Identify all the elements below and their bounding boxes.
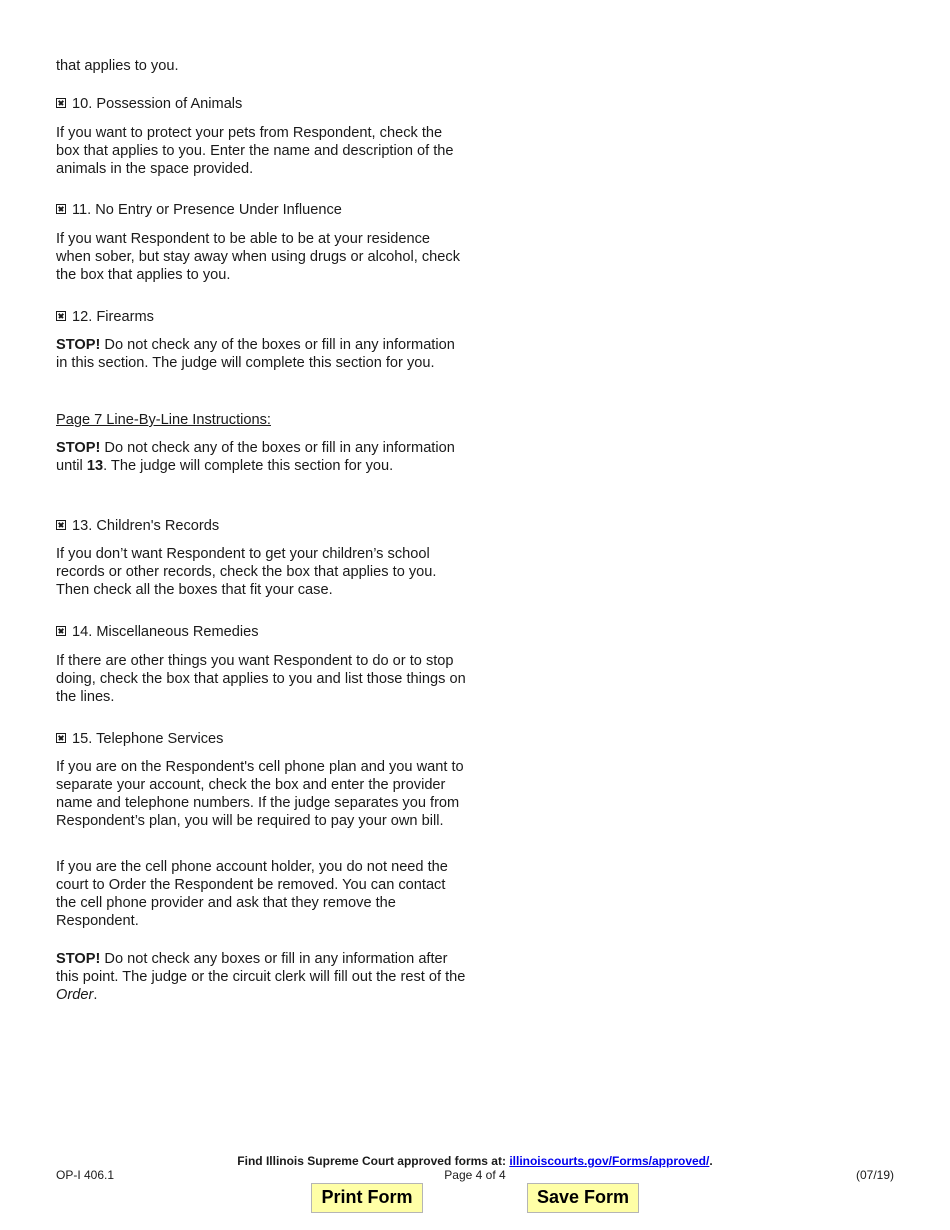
checked-box-icon <box>56 626 66 636</box>
forms-link[interactable]: illinoiscourts.gov/Forms/approved/ <box>509 1154 710 1168</box>
section-15-text-1: If you are on the Respondent's cell phone plan and you want to separate your account, check the box and enter the provider name and telephone numbers. If the judge separates you from Respondent’s plan, you will be required to pay your own bill. <box>56 759 464 829</box>
page-7-text: STOP! Do not check any of the boxes or fill in any information until 13. The judge will complete this section for you. <box>56 440 455 474</box>
section-10-heading: 10. Possession of Animals <box>56 95 242 113</box>
footer-find-forms: Find Illinois Supreme Court approved forms at: illinoiscourts.gov/Forms/approved/. <box>237 1154 713 1168</box>
checked-box-icon <box>56 311 66 321</box>
intro-tail: that applies to you. <box>56 58 179 74</box>
page-7-heading: Page 7 Line-By-Line Instructions: <box>56 412 271 428</box>
checked-box-icon <box>56 520 66 530</box>
section-14-heading: 14. Miscellaneous Remedies <box>56 623 259 641</box>
section-14-text: If there are other things you want Respondent to do or to stop doing, check the box that applies to you and list those things on the lines. <box>56 653 466 705</box>
checked-box-icon <box>56 204 66 214</box>
section-12-text: STOP! Do not check any of the boxes or fill in any information in this section. The judge will complete this section for you. <box>56 337 455 371</box>
section-15-heading: 15. Telephone Services <box>56 730 223 748</box>
save-form-button[interactable]: Save Form <box>527 1183 639 1213</box>
form-date: (07/19) <box>855 1168 894 1182</box>
section-13-heading: 13. Children's Records <box>56 517 219 535</box>
checked-box-icon <box>56 733 66 743</box>
final-stop-text: STOP! Do not check any boxes or fill in any information after this point. The judge or the circuit clerk will fill out the rest of the Order. <box>56 951 466 1003</box>
checked-box-icon <box>56 98 66 108</box>
section-13-text: If you don’t want Respondent to get your children’s school records or other records, check the box that applies to you. Then check all the boxes that fit your case. <box>56 546 437 598</box>
form-id: OP-I 406.1 <box>56 1168 115 1182</box>
section-12-heading: 12. Firearms <box>56 308 154 326</box>
section-10-text: If you want to protect your pets from Respondent, check the box that applies to you. Enter the name and description of the animals in the space provided. <box>56 125 454 177</box>
section-11-text: If you want Respondent to be able to be at your residence when sober, but stay away when using drugs or alcohol, check the box that applies to you. <box>56 231 460 283</box>
print-form-button[interactable]: Print Form <box>311 1183 423 1213</box>
section-15-text-2: If you are the cell phone account holder, you do not need the court to Order the Respondent be removed. You can contact the cell phone provider and ask that they remove the Respondent. <box>56 859 448 929</box>
page-number: Page 4 of 4 <box>444 1168 506 1182</box>
section-11-heading: 11. No Entry or Presence Under Influence <box>56 201 342 219</box>
